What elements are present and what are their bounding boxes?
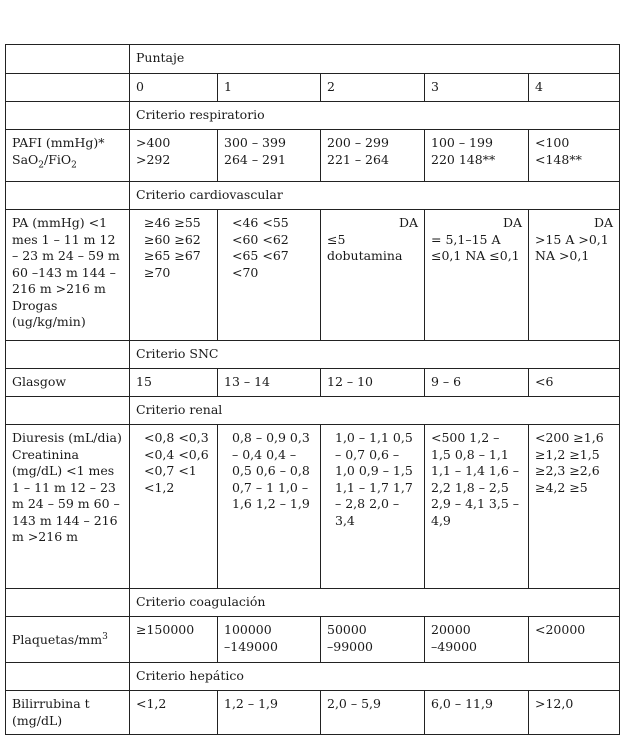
plaquetas-1: 100000 –149000	[218, 617, 321, 663]
pafi-2: 200 – 299 221 – 264	[321, 130, 425, 182]
renal-0: <0,8 <0,3 <0,4 <0,6 <0,7 <1 <1,2	[130, 425, 218, 589]
empty-cell	[6, 74, 130, 102]
pa-1: <46 <55 <60 <62 <65 <67 <70	[218, 210, 321, 341]
section-coagulacion: Criterio coagulación	[130, 589, 620, 617]
score-2: 2	[321, 74, 425, 102]
pafi-1: 300 – 399 264 – 291	[218, 130, 321, 182]
section-row	[6, 341, 620, 369]
pa-4: DA >15 A >0,1 NA >0,1	[529, 210, 620, 341]
bilirrubina-2: 2,0 – 5,9	[321, 691, 425, 735]
pafi-0: >400 >292	[130, 130, 218, 182]
row-label-glasgow: Glasgow	[6, 369, 130, 397]
glasgow-3: 9 – 6	[425, 369, 529, 397]
glasgow-0: 15	[130, 369, 218, 397]
bilirrubina-3: 6,0 – 11,9	[425, 691, 529, 735]
plaquetas-0: ≥150000	[130, 617, 218, 663]
score-1: 1	[218, 74, 321, 102]
section-respiratorio: Criterio respiratorio	[130, 102, 620, 130]
score-0: 0	[130, 74, 218, 102]
pa-0: ≥46 ≥55 ≥60 ≥62 ≥65 ≥67 ≥70	[130, 210, 218, 341]
section-row	[6, 663, 620, 691]
pafi-3: 100 – 199 220 148**	[425, 130, 529, 182]
pa-3: DA = 5,1–15 A ≤0,1 NA ≤0,1	[425, 210, 529, 341]
plaquetas-3: 20000 –49000	[425, 617, 529, 663]
bilirrubina-1: 1,2 – 1,9	[218, 691, 321, 735]
empty-cell	[6, 102, 130, 130]
section-row	[6, 102, 620, 130]
section-row	[6, 397, 620, 425]
score-4: 4	[529, 74, 620, 102]
row-label-plaquetas: Plaquetas/$mm^3$	[6, 617, 130, 663]
section-row	[6, 589, 620, 617]
renal-1: 0,8 – 0,9 0,3 – 0,4 0,4 – 0,5 0,6 – 0,8 0,7 – 1 1,0 – 1,6 1,2 – 1,9	[218, 425, 321, 589]
table-row-glasgow	[6, 369, 620, 397]
table-row-renal	[6, 425, 620, 589]
section-snc: Criterio SNC	[130, 341, 620, 369]
renal-3: <500 1,2 – 1,5 0,8 – 1,1 1,1 – 1,4 1,6 – 2,2 1,8 – 2,5 2,9 – 4,1 3,5 – 4,9	[425, 425, 529, 589]
renal-4: <200 ≥1,6 ≥1,2 ≥1,5 ≥2,3 ≥2,6 ≥4,2 ≥5	[529, 425, 620, 589]
plaquetas-2: 50000 –99000	[321, 617, 425, 663]
section-hepatico: Criterio hepático	[130, 663, 620, 691]
empty-cell	[6, 341, 130, 369]
puntaje-header: Puntaje	[130, 45, 620, 74]
glasgow-1: 13 – 14	[218, 369, 321, 397]
row-label-pa: PA (mmHg) <1 mes 1 – 11 m 12 – 23 m 24 – 59 m 60 –143 m 144 – 216 m >216 m Drogas (ug/kg/min)	[6, 210, 130, 341]
glasgow-2: 12 – 10	[321, 369, 425, 397]
empty-cell	[6, 182, 130, 210]
pa-2: DA ≤5 dobutamina	[321, 210, 425, 341]
section-row	[6, 182, 620, 210]
glasgow-4: <6	[529, 369, 620, 397]
empty-cell	[6, 45, 130, 74]
empty-cell	[6, 663, 130, 691]
table-row-bilirrubina	[6, 691, 620, 735]
empty-cell	[6, 589, 130, 617]
row-label-pafi: PAFI (mmHg)* SaO$_2$/FiO$_2$	[6, 130, 130, 182]
row-label-renal: Diuresis (mL/dia) Creatinina (mg/dL) <1 mes 1 – 11 m 12 – 23 m 24 – 59 m 60 –143 m 144 – 216 m >216 m	[6, 425, 130, 589]
header-row-scores	[6, 74, 620, 102]
section-renal: Criterio renal	[130, 397, 620, 425]
scoring-table	[5, 44, 620, 735]
empty-cell	[6, 397, 130, 425]
table-row-pa	[6, 210, 620, 341]
renal-2: 1,0 – 1,1 0,5 – 0,7 0,6 – 1,0 0,9 – 1,5 1,1 – 1,7 1,7 – 2,8 2,0 – 3,4	[321, 425, 425, 589]
table-row-pafi	[6, 130, 620, 182]
bilirrubina-0: <1,2	[130, 691, 218, 735]
table-row-plaquetas	[6, 617, 620, 663]
bilirrubina-4: >12,0	[529, 691, 620, 735]
header-row-puntaje	[6, 45, 620, 74]
section-cardiovascular: Criterio cardiovascular	[130, 182, 620, 210]
score-3: 3	[425, 74, 529, 102]
row-label-bilirrubina: Bilirrubina t (mg/dL)	[6, 691, 130, 735]
plaquetas-4: <20000	[529, 617, 620, 663]
pafi-4: <100 <148**	[529, 130, 620, 182]
